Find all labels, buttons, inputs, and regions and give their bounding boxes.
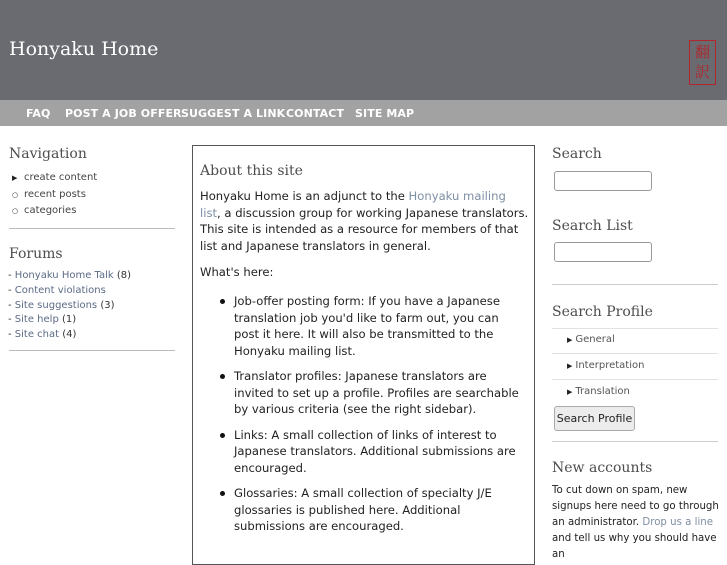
forum-item: - Content violations: [8, 284, 106, 296]
forum-link-content-violations[interactable]: Content violations: [14, 284, 106, 296]
honyaku-mailing-list-link[interactable]: Honyaku mailing list: [200, 189, 506, 220]
site-title[interactable]: Honyaku Home: [9, 38, 159, 60]
logo-char-2: 訳: [695, 63, 711, 81]
forum-item: - Site help (1): [8, 314, 77, 326]
nav-recent-posts[interactable]: ○ recent posts: [12, 187, 97, 204]
bullet-circle-icon: ○: [12, 207, 19, 215]
nav-categories[interactable]: ○ categories: [12, 203, 97, 220]
expand-triangle-icon: ▶: [567, 362, 573, 370]
divider: [552, 353, 718, 354]
feature-item-profiles: Translator profiles: Japanese translators are invited to set up a profile. Profiles are searchable by various criteria (see the right sidebar).: [219, 368, 524, 418]
logo-seal: [689, 40, 716, 85]
search-profile-button[interactable]: Search Profile: [554, 406, 635, 431]
nav-faq[interactable]: FAQ: [26, 107, 51, 120]
navigation-list: [12, 170, 97, 220]
logo-char-1: 翻: [695, 43, 711, 61]
search-list-heading: Search List: [552, 218, 633, 234]
forum-item: - Honyaku Home Talk (8): [8, 270, 132, 281]
forum-link-honyaku-home-talk[interactable]: Honyaku Home Talk: [14, 270, 114, 281]
forum-list: [8, 268, 131, 342]
forum-item: - Site chat (4): [8, 329, 77, 341]
forum-item: - Site suggestions (3): [8, 299, 115, 311]
nav-site-map[interactable]: SITE MAP: [355, 107, 415, 120]
forum-link-site-help[interactable]: Site help: [14, 314, 59, 326]
about-heading: About this site: [200, 163, 303, 179]
feature-item-job-offer: Job-offer posting form: If you have a Japanese translation job you'd like to farm out, you can post it here. It will also be transmitted to the Honyaku mailing list.: [219, 293, 524, 359]
expand-triangle-icon: ▶: [567, 336, 573, 344]
divider: [552, 328, 718, 329]
intro-paragraph: Honyaku Home is an adjunct to the Honyaku mailing list, a discussion group for working Japanese translators. This site is intended as a resource for members of that list and Japanese translators in general.: [200, 189, 529, 253]
expand-triangle-icon: ▶: [12, 174, 18, 182]
drop-us-a-line-link[interactable]: Drop us a line: [642, 517, 714, 528]
about-content-box: [192, 145, 535, 565]
search-profile-heading: Search Profile: [552, 304, 653, 320]
forum-link-site-chat[interactable]: Site chat: [14, 329, 60, 341]
nav-create-content[interactable]: ▶ create content: [12, 170, 97, 187]
new-accounts-heading: New accounts: [552, 460, 653, 476]
forums-heading: Forums: [9, 246, 63, 262]
profile-filter-interpretation[interactable]: ▶ Interpretation: [567, 360, 645, 371]
search-input[interactable]: [554, 171, 652, 191]
navigation-heading: Navigation: [9, 146, 87, 162]
site-header: [0, 0, 727, 100]
feature-list: [219, 293, 524, 544]
bullet-circle-icon: ○: [12, 190, 19, 199]
primary-nav: [0, 100, 727, 126]
nav-post-job-offer[interactable]: POST A JOB OFFER: [65, 107, 182, 120]
nav-contact[interactable]: CONTACT: [286, 107, 345, 120]
divider: [9, 350, 175, 351]
feature-item-links: Links: A small collection of links of interest to Japanese translators. Additional submissions are encouraged.: [219, 427, 524, 477]
profile-filter-translation[interactable]: ▶ Translation: [567, 386, 630, 397]
profile-filter-general[interactable]: ▶ General: [567, 334, 615, 345]
whats-here-label: What's here:: [200, 265, 274, 279]
feature-item-glossaries: Glossaries: A small collection of specialty J/E glossaries is published here. Additional submissions are encouraged.: [219, 485, 524, 535]
search-heading: Search: [552, 146, 602, 162]
forum-link-site-suggestions[interactable]: Site suggestions: [14, 299, 98, 311]
expand-triangle-icon: ▶: [567, 388, 573, 396]
new-accounts-text: To cut down on spam, new signups here need to go through an administrator. Drop us a line and tell us why you should have an: [552, 485, 719, 560]
divider: [552, 284, 718, 285]
divider: [552, 379, 718, 380]
divider: [9, 228, 175, 229]
search-list-input[interactable]: [554, 242, 652, 262]
divider: [552, 441, 718, 442]
nav-suggest-link[interactable]: SUGGEST A LINK: [181, 107, 286, 120]
